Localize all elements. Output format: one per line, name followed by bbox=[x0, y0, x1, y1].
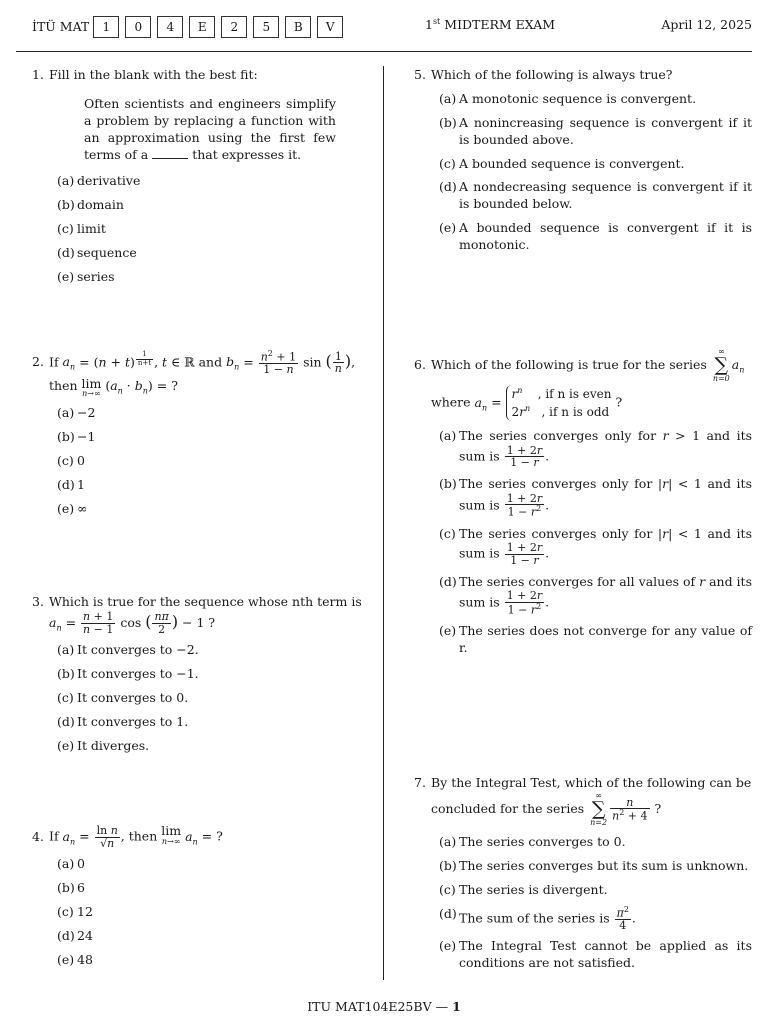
blank-line bbox=[152, 158, 188, 159]
option-c[interactable]: (c) limit bbox=[57, 221, 106, 237]
page-header bbox=[32, 8, 752, 42]
option-e[interactable]: (e) ∞ bbox=[57, 500, 88, 516]
option-e[interactable]: (e) 48 bbox=[57, 951, 93, 967]
option-a[interactable]: (a) derivative bbox=[57, 173, 141, 189]
course-name: İTÜ MAT bbox=[32, 18, 90, 34]
option-d[interactable]: (d) sequence bbox=[57, 245, 137, 260]
header-rule bbox=[16, 51, 752, 52]
option-d[interactable]: (d) The sum of the series is $\frac{\pi^2}{4}$ . bbox=[439, 904, 636, 932]
page-footer: ITU MAT104E25BV — 1 bbox=[307, 999, 461, 1014]
option-a[interactable]: (a) 0 bbox=[57, 856, 85, 872]
question-text: 2. If $a_n = (n + t)$ $^{\frac{1}{n+t}}$ , t ∈ ℝ and $b_n$ = $\frac{n^2 + 1}{1 - n}$ sin ( $\frac{1}{n}$ ), bbox=[32, 349, 356, 377]
sequence-formula: $a_n$ = $\frac{n + 1}{n - 1}$ cos ( $\frac{n\pi}{2}$ ) − 1 ? bbox=[49, 610, 216, 636]
question-text: 7. By the Integral Test, which of the following can be bbox=[414, 775, 752, 790]
option-d[interactable]: (d) The series converges for all values of r and its sum is $\frac{1 + 2r}{1 - r^2}$ . bbox=[439, 573, 752, 617]
question-2: 2. If $a_n = (n + t)$ $^{\frac{1}{n+t}}$ , t ∈ ℝ and $b_n$ = $\frac{n^2 + 1}{1 - n}$ sin ( $\frac{1}{n}$ ), then lim n→∞ $(a_n \cdot b_n)$ = ? (a) −2 (b) −1 (c) 0 (d) 1 (e) ∞ bbox=[32, 350, 372, 518]
option-e[interactable]: (e) The series does not converge for any value of r. bbox=[439, 623, 752, 656]
option-c[interactable]: (c) 0 bbox=[57, 453, 85, 468]
option-b[interactable]: (b) The series converges but its sum is unknown. bbox=[439, 857, 749, 873]
question-4 bbox=[32, 825, 372, 968]
question-5: 5. Which of the following is always true? (a) A monotonic sequence is convergent. (b) A nonincreasing sequence is convergent if it is bounded above. (c) A bounded sequence is convergent. (d) A nondecreasing sequence is convergent if it is bounded below. (e) A bounded sequence is convergent if it is monotonic. bbox=[414, 67, 752, 252]
question-7: 7. By the Integral Test, which of the following can be concluded for the series ∞ ∑ n=2 $\frac{n}{n^2 + 4}$ ? (a) The series converges to 0. (b) The series converges but its sum is unknown. (c) The series is divergent. (d) The sum of the series is $\frac{\pi^2}{4}$ . (e) The Integral Test cannot be applied as its conditions are not satisfied. bbox=[414, 775, 752, 971]
code-box: 5 bbox=[253, 16, 279, 38]
option-b[interactable]: (b) 6 bbox=[57, 879, 85, 895]
series-definition: where $a_n$ = $r^n$ , if n is even $2r^n$ , if n is odd ? bbox=[431, 386, 623, 419]
question-text: 4. If $a_n$ = $\frac{\text{ln n}}{√n}$ , then lim n→∞ $a_n$ = ? bbox=[32, 823, 223, 850]
question-passage: Often scientists and engineers simplify a problem by replacing a function with an approximation using the first few terms of a that expresses it. bbox=[84, 95, 336, 162]
option-c[interactable]: (c) The series is divergent. bbox=[439, 881, 608, 897]
exam-date: April 12, 2025 bbox=[661, 17, 752, 32]
code-box: V bbox=[317, 16, 343, 38]
option-a[interactable]: (a) It converges to −2. bbox=[57, 642, 199, 658]
column-divider bbox=[383, 66, 384, 980]
question-1: 1. Fill in the blank with the best fit: Often scientists and engineers simplify a problem by replacing a function with an approximation using the first few terms of a that expresses it. (a) derivative (b) domain (c) limit (d) sequence (e) series bbox=[32, 67, 352, 286]
option-c[interactable]: (c) 12 bbox=[57, 903, 93, 919]
option-a[interactable]: (a) The series converges only for r > 1 and its sum is $\frac{1 + 2r}{1 - r}$ . bbox=[439, 428, 753, 470]
option-d[interactable]: (d) It converges to 1. bbox=[57, 714, 189, 730]
question-3: 3. Which is true for the sequence whose nth term is $a_n$ = $\frac{n + 1}{n - 1}$ cos ( $\frac{n\pi}{2}$ ) − 1 ? (a) It converges to −2. (b) It converges to −1. (c) It converges to 0. (d) It converges to 1. (e) It diverges. bbox=[32, 594, 372, 755]
question-text: Which of the following is always true? bbox=[431, 67, 673, 82]
page-number: 1 bbox=[452, 999, 461, 1014]
option-b[interactable]: (b) −1 bbox=[57, 429, 96, 445]
code-box: 0 bbox=[125, 16, 151, 38]
exam-title: 1st MIDTERM EXAM bbox=[425, 17, 556, 33]
code-box: 1 bbox=[93, 16, 119, 38]
option-c[interactable]: (c) The series converges only for |r| < 1 and its sum is $\frac{1 + 2r}{1 - r}$ . bbox=[439, 525, 752, 568]
option-a[interactable]: (a) −2 bbox=[57, 405, 96, 421]
course-code bbox=[32, 16, 349, 38]
question-text: Which is true for the sequence whose nth term is bbox=[49, 594, 362, 609]
code-box: B bbox=[285, 16, 311, 38]
code-box: 2 bbox=[221, 16, 247, 38]
option-e[interactable]: (e) A bounded sequence is convergent if it is monotonic. bbox=[439, 220, 752, 252]
question-6 bbox=[414, 348, 752, 657]
option-e[interactable]: (e) series bbox=[57, 268, 115, 284]
option-c[interactable]: (c) It converges to 0. bbox=[57, 690, 189, 706]
code-box: E bbox=[189, 16, 215, 38]
code-box: 4 bbox=[157, 16, 183, 38]
option-b[interactable]: (b) domain bbox=[57, 197, 124, 213]
question-text: 6. Which of the following is true for the series ∞ ∑ n=0 $a_n$ bbox=[414, 347, 745, 383]
option-b[interactable]: (b) It converges to −1. bbox=[57, 666, 199, 682]
option-d[interactable]: (d) A nondecreasing sequence is convergent if it is bounded below. bbox=[439, 179, 752, 212]
option-e[interactable]: (e) It diverges. bbox=[57, 737, 150, 753]
option-e[interactable]: (e) The Integral Test cannot be applied as its conditions are not satisfied. bbox=[439, 938, 752, 971]
option-b[interactable]: (b) A nonincreasing sequence is convergent if it is bounded above. bbox=[439, 114, 752, 147]
option-d[interactable]: (d) 24 bbox=[57, 927, 93, 943]
option-d[interactable]: (d) 1 bbox=[57, 476, 85, 492]
question-text: Fill in the blank with the best fit: bbox=[49, 67, 258, 82]
option-b[interactable]: (b) The series converges only for |r| < 1 and its sum is $\frac{1 + 2r}{1 - r^2}$ . bbox=[439, 475, 752, 520]
option-a[interactable]: (a) The series converges to 0. bbox=[439, 833, 626, 849]
option-c[interactable]: (c) A bounded sequence is convergent. bbox=[439, 155, 685, 171]
option-a[interactable]: (a) A monotonic sequence is convergent. bbox=[439, 90, 697, 106]
